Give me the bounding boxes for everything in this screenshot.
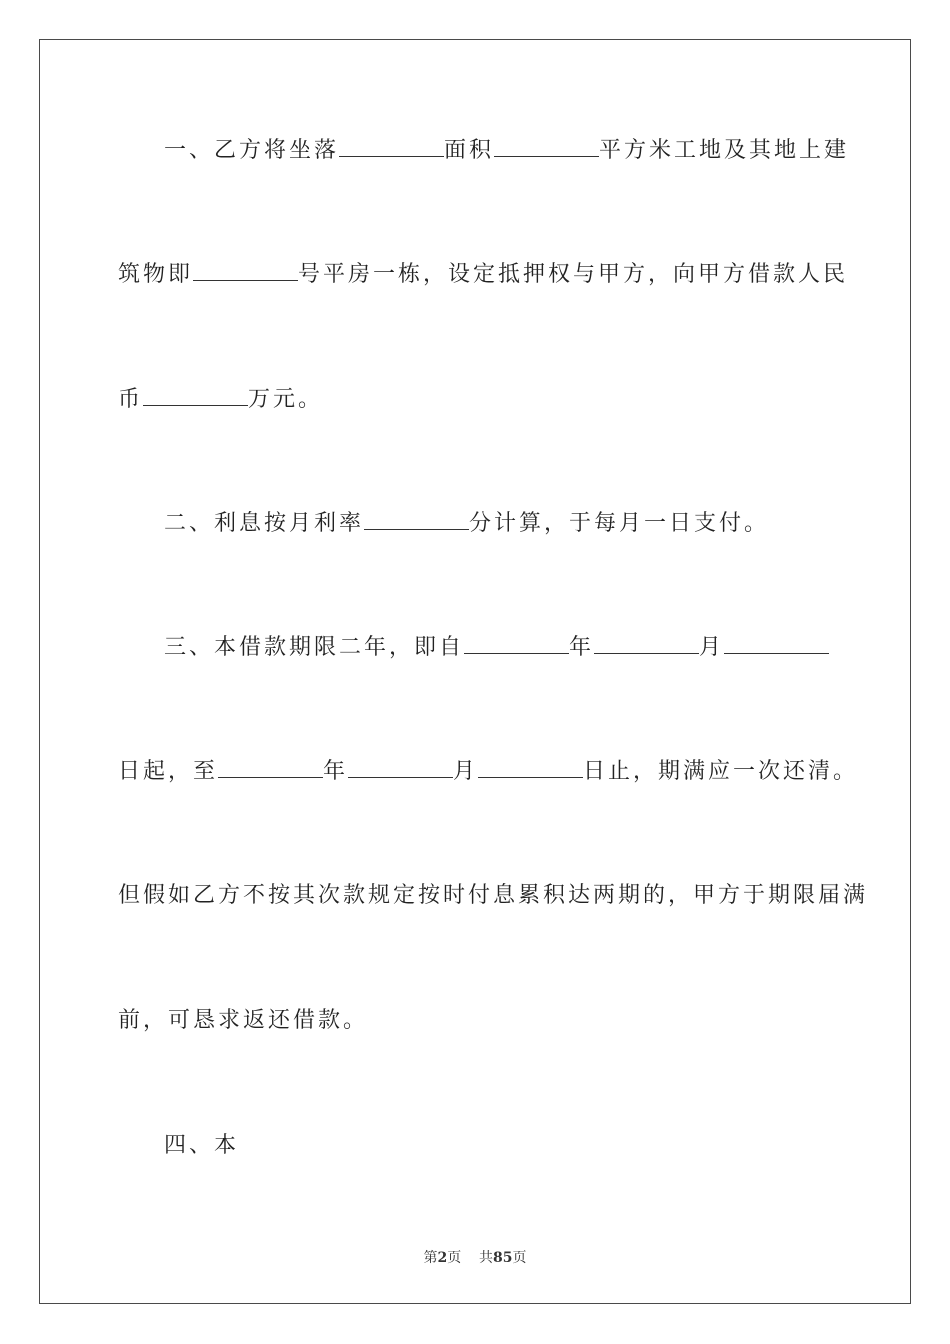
start-month-blank <box>594 633 699 654</box>
page-border <box>39 39 911 1304</box>
clause-3-line-3 <box>118 881 868 911</box>
text-segment: 号平房一栋，设定抵押权与甲方，向甲方借款人民 <box>298 262 849 287</box>
location-blank <box>339 136 444 157</box>
text-segment: 月 <box>699 635 725 660</box>
text-segment: 日止，期满应一次还清。 <box>583 759 859 784</box>
clause-3-line-4 <box>118 1006 368 1036</box>
area-blank <box>494 136 599 157</box>
start-day-blank <box>724 633 829 654</box>
text-segment: 分计算，于每月一日支付。 <box>469 511 770 536</box>
clause-4 <box>164 1131 239 1161</box>
page-footer <box>0 1247 950 1267</box>
total-suffix: 页 <box>512 1250 527 1266</box>
page-prefix: 第 <box>423 1250 438 1266</box>
end-month-blank <box>348 757 453 778</box>
end-day-blank <box>478 757 583 778</box>
text-segment: 前，可恳求返还借款。 <box>118 1008 369 1033</box>
page-number: 2 <box>437 1250 448 1266</box>
clause-2 <box>164 509 769 539</box>
text-segment: 万元。 <box>248 387 324 412</box>
text-segment: 平方米工地及其地上建 <box>599 138 850 163</box>
text-segment: 三、本借款期限二年，即自 <box>164 635 465 660</box>
text-segment: 币 <box>118 387 144 412</box>
clause-1-line-1 <box>164 136 849 166</box>
text-segment: 四、本 <box>164 1133 240 1158</box>
clause-1-line-3 <box>118 385 323 415</box>
clause-3-line-1 <box>164 633 829 663</box>
clause-1-line-2 <box>118 260 848 290</box>
text-segment: 月 <box>453 759 479 784</box>
text-segment: 但假如乙方不按其次款规定按时付息累积达两期的，甲方于期限届满 <box>118 883 869 908</box>
text-segment: 年 <box>569 635 595 660</box>
start-year-blank <box>464 633 569 654</box>
total-prefix: 共 <box>479 1250 494 1266</box>
total-pages: 85 <box>493 1250 513 1266</box>
loan-amount-blank <box>143 385 248 406</box>
interest-rate-blank <box>364 509 469 530</box>
text-segment: 二、利息按月利率 <box>164 511 365 536</box>
text-segment: 年 <box>323 759 349 784</box>
text-segment: 筑物即 <box>118 262 194 287</box>
end-year-blank <box>218 757 323 778</box>
text-segment: 面积 <box>444 138 495 163</box>
house-number-blank <box>193 260 298 281</box>
text-segment: 日起，至 <box>118 759 219 784</box>
text-segment: 一、乙方将坐落 <box>164 138 340 163</box>
clause-3-line-2 <box>118 757 858 787</box>
page-suffix: 页 <box>447 1250 462 1266</box>
